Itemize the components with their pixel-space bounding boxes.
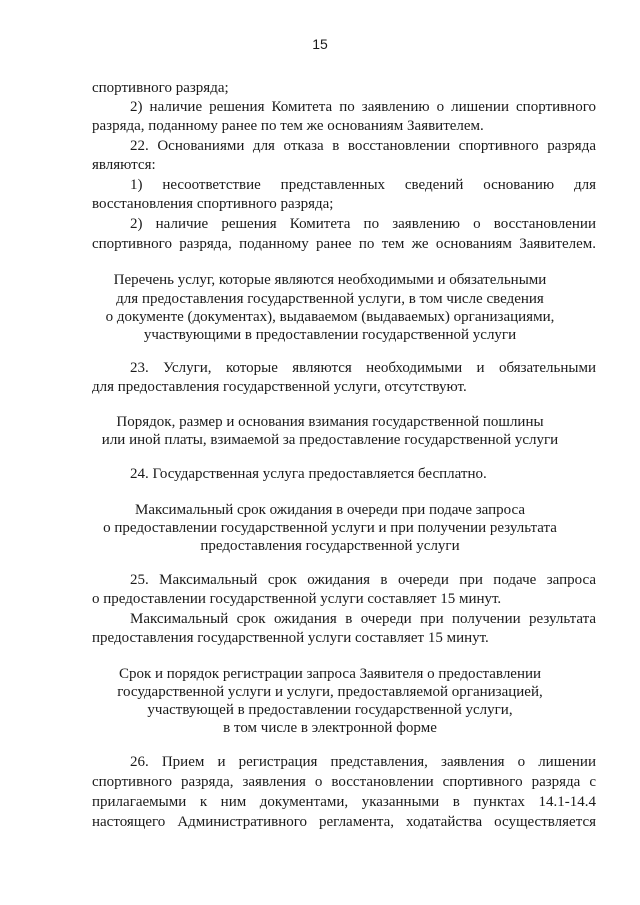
text-line: разряда, поданному ранее по тем же основаниям Заявителем.: [92, 118, 484, 134]
text-line: 22. Основаниями для отказа в восстановлении спортивного разряда: [130, 138, 596, 154]
section-heading: предоставления государственной услуги: [200, 538, 460, 554]
text-line: спортивного разряда, заявления о восстановлении спортивного разряда с: [92, 774, 596, 790]
text-line: для предоставления государственной услуги, отсутствуют.: [92, 379, 467, 395]
text-line: о предоставлении государственной услуги составляет 15 минут.: [92, 591, 502, 607]
section-heading: о предоставлении государственной услуги и при получении результата: [103, 520, 557, 536]
section-heading: Порядок, размер и основания взимания государственной пошлины: [116, 414, 544, 430]
section-heading: или иной платы, взимаемой за предоставление государственной услуги: [101, 432, 559, 448]
text-line: прилагаемыми к ним документами, указанными в пунктах 14.1-14.4: [92, 794, 596, 810]
text-line: настоящего Административного регламента, ходатайства осуществляется: [92, 814, 596, 830]
section-heading: в том числе в электронной форме: [223, 720, 437, 736]
text-line: 2) наличие решения Комитета по заявлению о восстановлении: [130, 216, 596, 232]
text-line: спортивного разряда, поданному ранее по тем же основаниям Заявителем.: [92, 236, 596, 252]
text-line: являются:: [92, 157, 156, 173]
section-heading: участвующей в предоставлении государственной услуги,: [147, 702, 513, 718]
text-line: 26. Прием и регистрация представления, заявления о лишении: [130, 754, 596, 770]
text-line: восстановления спортивного разряда;: [92, 196, 334, 212]
section-heading: государственной услуги и услуги, предоставляемой организацией,: [117, 684, 543, 700]
section-heading: о документе (документах), выдаваемом (выдаваемых) организациями,: [105, 309, 555, 325]
text-line: 1) несоответствие представленных сведений основанию для: [130, 177, 596, 193]
text-line: спортивного разряда;: [92, 80, 229, 96]
text-line: 24. Государственная услуга предоставляется бесплатно.: [130, 466, 487, 482]
section-heading: Срок и порядок регистрации запроса Заявителя о предоставлении: [118, 666, 542, 682]
text-line: Максимальный срок ожидания в очереди при получении результата: [130, 611, 596, 627]
section-heading: Максимальный срок ожидания в очереди при подаче запроса: [134, 502, 526, 518]
text-line: 23. Услуги, которые являются необходимыми и обязательными: [130, 360, 596, 376]
section-heading: Перечень услуг, которые являются необходимыми и обязательными: [113, 272, 547, 288]
section-heading: участвующими в предоставлении государственной услуги: [143, 327, 517, 343]
section-heading: для предоставления государственной услуги, в том числе сведения: [116, 291, 544, 307]
page-number: 15: [312, 36, 328, 52]
text-line: предоставления государственной услуги составляет 15 минут.: [92, 630, 489, 646]
text-line: 25. Максимальный срок ожидания в очереди при подаче запроса: [130, 572, 596, 588]
text-line: 2) наличие решения Комитета по заявлению о лишении спортивного: [130, 99, 596, 115]
